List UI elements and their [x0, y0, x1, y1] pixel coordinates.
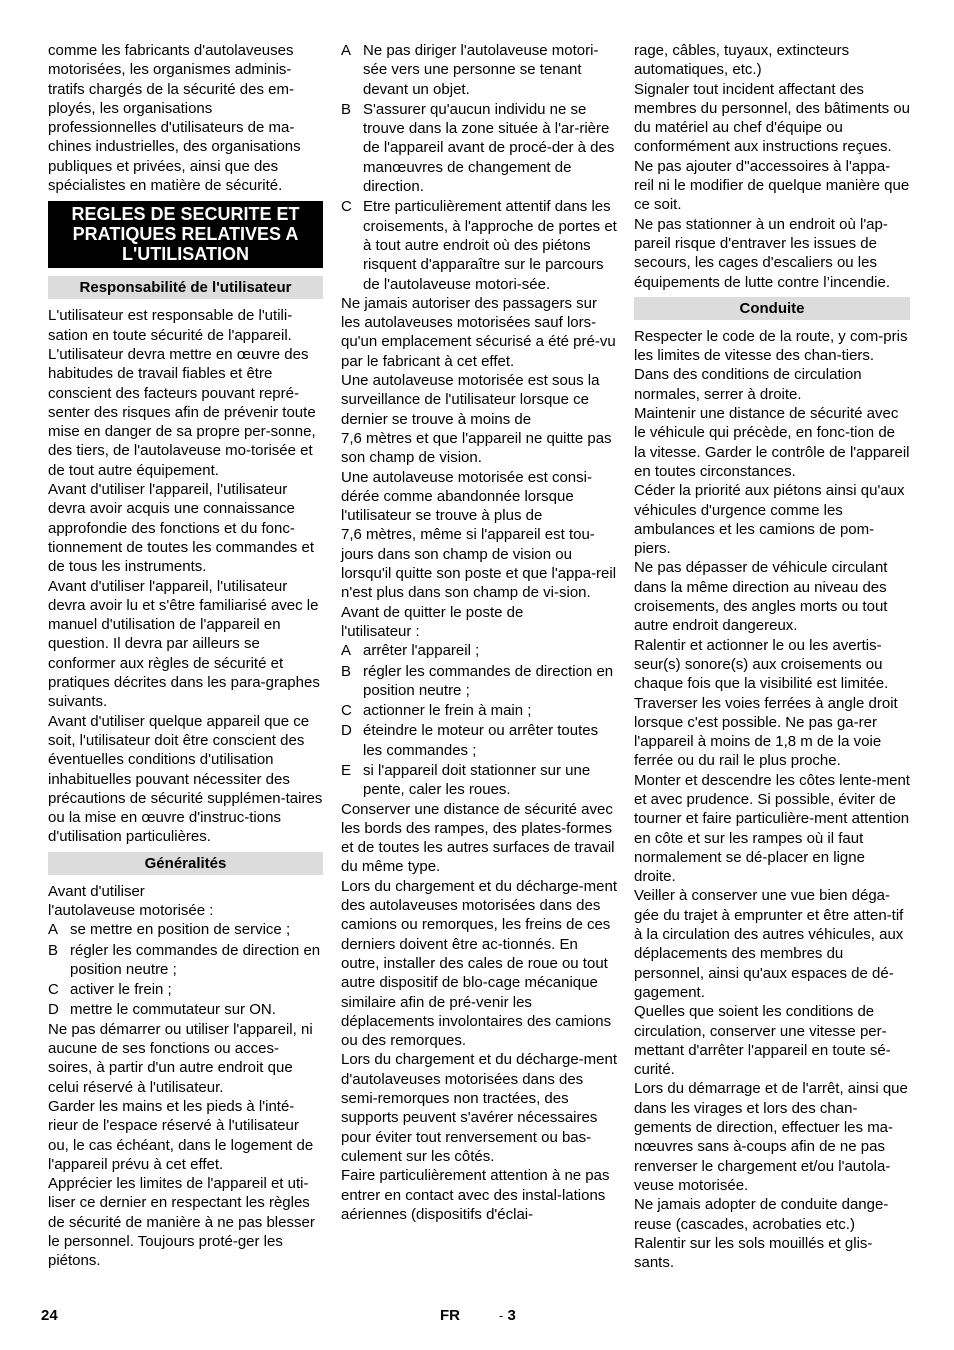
list-item [341, 701, 617, 720]
paragraph: Avant d'utiliser quelque appareil que ce soit, l'utilisateur doit être conscient des éventuelles conditions d'utilisation inhabituelles pouvant nécessiter des précautions de sécurité supplémen-taires ou la mise en œuvre d'instruc-tions d'utilisation particulières. [48, 712, 323, 846]
separator-dash: - [499, 1308, 504, 1323]
paragraph: Une autolaveuse motorisée est consi-dérée comme abandonnée lorsque l'utilisateur se trouve à plus de [341, 468, 592, 525]
paragraph: Apprécier les limites de l'appareil et uti-liser ce dernier en respectant les règles de sécurité de manière à ne pas blesser le personnel. Toujours proté-ger les piétons. [48, 1175, 315, 1270]
lettered-list [341, 41, 617, 294]
list-letter: E [341, 761, 352, 779]
page-number: 24 [41, 1307, 58, 1324]
list-text: Etre particulièrement attentif dans les croisements, à l'approche de portes et à tout autre endroit où des piétons risquent d'apparaître sur le parcours de l'autolaveuse motori-sée. [363, 198, 617, 293]
paragraph: Monter et descendre les côtes lente-ment et avec prudence. Si possible, éviter de tourner et faire particulière-ment attention en côte et sur les rampes où il faut normalement se dé-placer en ligne droite. [634, 771, 910, 886]
list-text: se mettre en position de service ; [70, 921, 291, 939]
paragraph: Ne pas ajouter d''accessoires à l'appa-reil ni le modifier de quelque manière que ce soit. [634, 157, 910, 214]
paragraph: Ne jamais autoriser des passagers sur les autolaveuses motorisées sauf lors-qu'un emplacement sécurisé a été pré-vu par le fabricant à cet effet. [341, 294, 616, 370]
list-item [341, 197, 617, 293]
list-letter: D [48, 1001, 59, 1019]
paragraph: Respecter le code de la route, y com-pris les limites de vitesse des chan-tiers. Dans des conditions de circulation normales, serrer à droite. [634, 327, 908, 403]
paragraph: Lors du démarrage et de l'arrêt, ainsi que dans les virages et lors des chan-gements de direction, effectuer les ma-nœuvres sans à-coups afin de ne pas renverser le chargement et/ou l'autola-veuse motorisée. [634, 1080, 908, 1194]
list-item [48, 1000, 323, 1019]
subsection-heading-responsabilite: Responsabilité de l'utilisateur [48, 276, 323, 299]
paragraph: Lors du chargement et du décharge-ment d'autolaveuses motorisées dans des semi-remorques non tractées, des supports peuvent s'avérer nécessaires pour éviter tout renversement ou bas-culement sur les côtés. [341, 1051, 617, 1165]
paragraph: Quelles que soient les conditions de circulation, conserver une vitesse per-mettant d'arrêter l'appareil en toute sé-curité. [634, 1003, 891, 1079]
list-text: S'assurer qu'aucun individu ne se trouve dans la zone située à l'ar-rière de l'appareil avant de procé-der à des manœuvres de changement de direction. [363, 100, 615, 196]
paragraph: Une autolaveuse motorisée est sous la surveillance de l'utilisateur lorsque ce dernier se trouve à moins de [341, 372, 600, 428]
list-text: mettre le commutateur sur ON. [70, 1001, 276, 1019]
paragraph: Céder la priorité aux piétons ainsi qu'aux véhicules d'urgence comme les ambulances et les camions de pom-piers. [634, 482, 905, 558]
paragraph: Conserver une distance de sécurité avec les bords des rampes, des plates-formes et de toutes les autres surfaces de travail du même type. [341, 800, 615, 876]
list-item [48, 920, 323, 939]
language-code: FR [440, 1307, 460, 1324]
paragraph: Ne pas dépasser de véhicule circulant dans la même direction au niveau des croisements, des angles morts ou tout autre endroit dangereux. [634, 559, 888, 635]
list-item [341, 641, 617, 660]
lettered-list [341, 641, 617, 799]
list-text: actionner le frein à main ; [363, 702, 532, 720]
paragraph: Avant d'utiliser [48, 882, 145, 900]
list-letter: A [341, 642, 352, 660]
sub-page-value: 3 [507, 1307, 516, 1324]
list-text: éteindre le moteur ou arrêter toutes les commandes ; [363, 722, 599, 759]
paragraph: Garder les mains et les pieds à l'inté-rieur de l'espace réservé à l'utilisateur ou, le cas échéant, dans le logement de l'appareil prévu à cet effet. [48, 1097, 314, 1173]
paragraph: 7,6 mètres et que l'appareil ne quitte pas son champ de vision. [341, 429, 612, 467]
list-item [341, 100, 617, 196]
list-item [341, 761, 617, 800]
sub-page-number [499, 1306, 516, 1326]
paragraph: Ne pas stationner à un endroit où l'ap-pareil risque d'entraver les issues de secours, les cages d'escaliers ou les équipements de lutte contre l’incendie. [634, 215, 890, 291]
paragraph: Ralentir et actionner le ou les avertis-seur(s) sonore(s) aux croisements ou chaque fois que la visibilité est limitée. [634, 636, 889, 693]
paragraph: Traverser les voies ferrées à angle droit lorsque c'est possible. Ne pas ga-rer l'appareil à moins de 1,8 m de la voie ferrée ou du rail le plus proche. [634, 694, 898, 770]
paragraph: Veiller à conserver une vue bien déga-gée du trajet à emprunter et être atten-tif à la circulation des autres véhicules, aux déplacements des membres du personnel, ainsi qu'aux espaces de dé-gagement. [634, 887, 904, 1001]
paragraph: Avant d'utiliser l'appareil, l'utilisateur devra avoir lu et s'être familiarisé avec le manuel d'utilisation de l'appareil en question. Il devra par ailleurs se conformer aux règles de sécurité et pratiques décrites dans les para-graphes suivants. [48, 577, 320, 711]
list-text: régler les commandes de direction en position neutre ; [70, 941, 321, 978]
paragraph: Maintenir une distance de sécurité avec le véhicule qui précède, en fonc-tion de la vitesse. Garder le contrôle de l'appareil en toutes circonstances. [634, 405, 910, 480]
list-item [48, 980, 323, 999]
paragraph: L'utilisateur devra mettre en œuvre des habitudes de travail fiables et être conscient des facteurs pouvant repré-senter des risques afin de prévenir toute mise en danger de sa propre per-sonne, des tiers, de l'autolaveuse mo-torisée et de tout autre équipement. [48, 345, 316, 479]
list-letter: B [341, 100, 352, 118]
paragraph: comme les fabricants d'autolaveuses motorisées, les organismes adminis-tratifs chargés de la sécurité des em-ployés, les organisations professionnelles d'utilisateurs de ma-chines industrielles, des organisations publiques et privées, ainsi que des spécialistes en matière de sécurité. [48, 42, 301, 195]
paragraph: Lors du chargement et du décharge-ment des autolaveuses motorisées dans des camions ou remorques, les freins de ces derniers doivent être ac-tionnés. En outre, installer des cales de roue ou tout autre dispositif de blo-cage mécanique similaire afin de pré-venir les déplacements involontaires des camions ou des remorques. [341, 877, 617, 1050]
list-letter: C [341, 702, 352, 720]
list-item [341, 721, 617, 760]
list-letter: B [48, 941, 59, 959]
list-item [341, 662, 617, 701]
list-text: régler les commandes de direction en position neutre ; [363, 662, 614, 699]
list-letter: A [48, 921, 59, 939]
list-letter: D [341, 722, 352, 740]
list-text: Ne pas diriger l'autolaveuse motori-sée vers une personne se tenant devant un objet. [363, 42, 599, 98]
subsection-heading-generalites: Généralités [48, 852, 323, 875]
list-text: si l'appareil doit stationner sur une pente, caler les roues. [363, 761, 591, 799]
paragraph: Avant d'utiliser l'appareil, l'utilisateur devra avoir acquis une connaissance approfondie des fonctions et du fonc-tionnement de toutes les commandes et de tous les instruments. [48, 481, 314, 576]
list-letter: B [341, 662, 352, 680]
section-title: REGLES DE SECURITE ET PRATIQUES RELATIVES A L'UTILISATION [48, 201, 323, 268]
list-text: activer le frein ; [70, 981, 172, 999]
paragraph: Faire particulièrement attention à ne pas entrer en contact avec des instal-lations aériennes (dispositifs d'éclai- [341, 1167, 610, 1223]
paragraph: rage, câbles, tuyaux, extincteurs automatiques, etc.) [634, 42, 850, 79]
paragraph: Ralentir sur les sols mouillés et glis-sants. [634, 1234, 873, 1272]
paragraph: 7,6 mètres, même si l'appareil est tou-jours dans son champ de vision ou lorsqu'il quitte son poste et que l'appa-reil n'est plus dans son champ de vi-sion. [341, 526, 617, 602]
column-left [48, 41, 323, 1271]
list-item [341, 41, 617, 99]
list-letter: C [341, 198, 352, 216]
paragraph: Ne jamais adopter de conduite dange-reuse (cascades, acrobaties etc.) [634, 1196, 889, 1233]
paragraph: Avant de quitter le poste de [341, 603, 524, 621]
list-text: arrêter l'appareil ; [363, 642, 480, 660]
lettered-list [48, 920, 323, 1019]
list-letter: C [48, 981, 59, 999]
column-middle [341, 41, 617, 1224]
column-right [634, 41, 910, 1272]
paragraph: Signaler tout incident affectant des membres du personnel, des bâtiments ou du matériel au chef d'équipe ou conformément aux instructions reçues. [634, 80, 910, 156]
paragraph: L'utilisateur est responsable de l'utili-sation en toute sécurité de l'appareil. [48, 307, 293, 344]
paragraph: l'utilisateur : [341, 622, 420, 640]
list-item [48, 941, 323, 980]
subsection-heading-conduite: Conduite [634, 297, 910, 320]
list-letter: A [341, 42, 352, 59]
paragraph: Ne pas démarrer ou utiliser l'appareil, ni aucune de ses fonctions ou acces-soires, à partir d'un autre endroit que celui réservé à l'utilisateur. [48, 1020, 313, 1096]
paragraph: l'autolaveuse motorisée : [48, 901, 214, 919]
